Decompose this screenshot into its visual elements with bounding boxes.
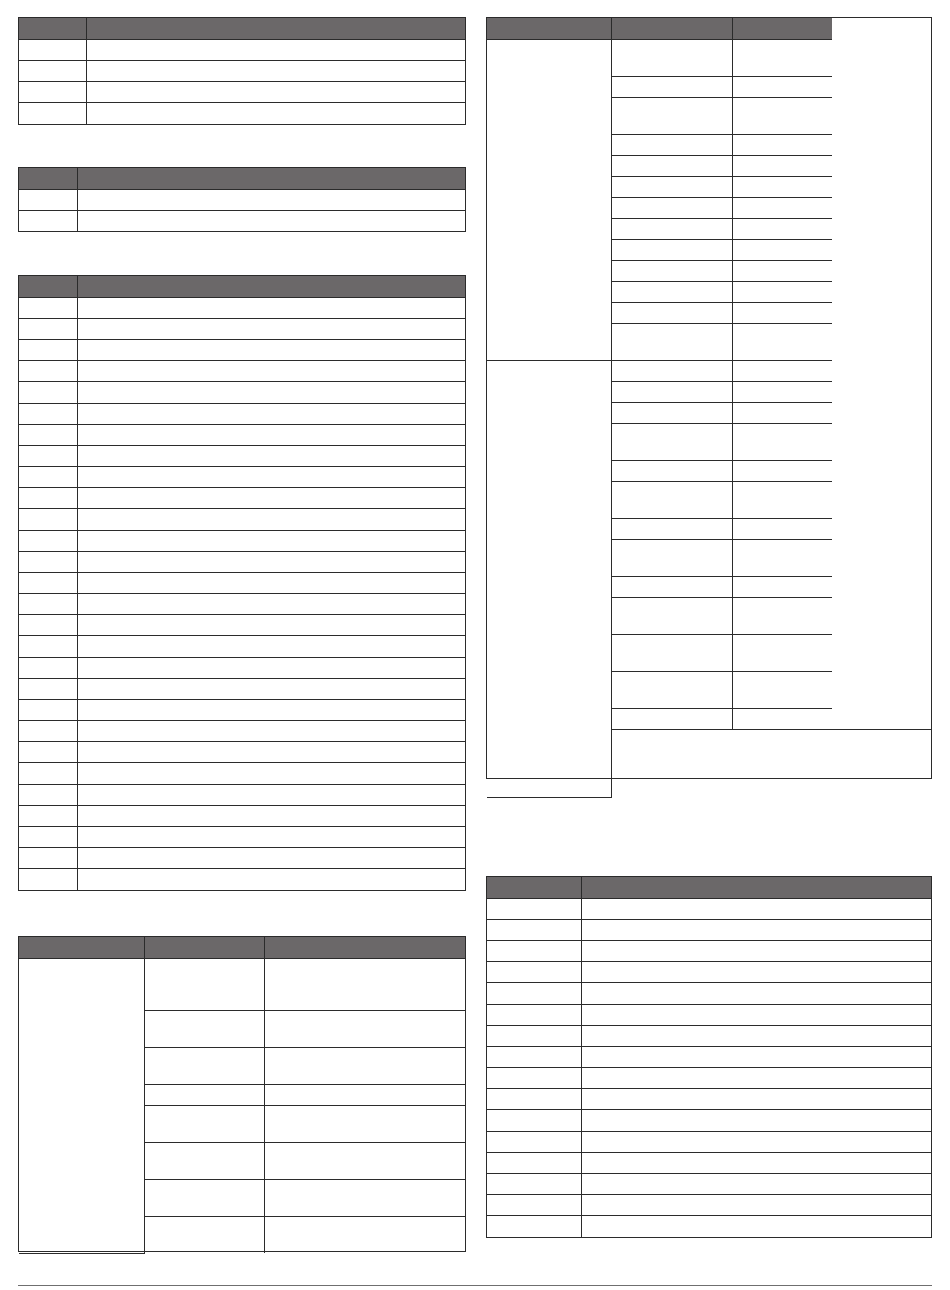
table-cell: [611, 597, 732, 634]
column-header: [19, 937, 144, 958]
table-cell: [487, 962, 581, 983]
table-row: [487, 1195, 931, 1216]
table-cell: [732, 402, 832, 423]
column-header: [19, 276, 77, 297]
table-cell: [144, 1047, 264, 1084]
column-header: [86, 18, 465, 39]
table-row: [19, 678, 465, 699]
table-cell: [487, 1110, 581, 1131]
table-cell: [144, 1084, 264, 1105]
table-cell: [19, 488, 77, 509]
table-row: [487, 919, 931, 940]
table-cell: [611, 671, 732, 708]
table-cell: [19, 805, 77, 826]
table-cell: [144, 1010, 264, 1047]
table-cell: [732, 518, 832, 539]
table-cell: [77, 530, 465, 551]
table-cell: [581, 1004, 931, 1025]
table-cell: [19, 848, 77, 869]
table-cell: [19, 784, 77, 805]
table-cell: [19, 636, 77, 657]
table-row: [19, 699, 465, 720]
table-cell: [732, 302, 832, 323]
table-row: [19, 636, 465, 657]
table-cell: [77, 189, 465, 210]
table-cell: [19, 572, 77, 593]
table-cell: [77, 742, 465, 763]
table-header-row: [19, 937, 465, 958]
table-row: [19, 60, 465, 81]
table-row: [487, 1216, 931, 1237]
table-cell: [77, 848, 465, 869]
table-cell: [487, 983, 581, 1004]
table-cell: [77, 826, 465, 847]
table-cell: [732, 39, 832, 76]
column-header: [487, 877, 581, 898]
table-row: [19, 509, 465, 530]
table-row: [487, 1089, 931, 1110]
table-cell: [77, 721, 465, 742]
table-cell: [581, 1195, 931, 1216]
table-cell: [19, 826, 77, 847]
table-cell: [19, 509, 77, 530]
table-cell: [487, 1004, 581, 1025]
table-cell: [77, 488, 465, 509]
table-cell: [77, 445, 465, 466]
table-3: [18, 275, 466, 891]
table-cell: [581, 1089, 931, 1110]
table-cell: [19, 869, 77, 890]
table-row: [19, 826, 465, 847]
table-cell: [732, 281, 832, 302]
table-row: [19, 445, 465, 466]
table-cell: [19, 210, 77, 231]
table-row: [19, 382, 465, 403]
table-row: [487, 1173, 931, 1194]
table-cell: [19, 699, 77, 720]
column-header: [144, 937, 264, 958]
table-cell: [19, 551, 77, 572]
table-row: [19, 763, 465, 784]
table-row: [487, 983, 931, 1004]
table-cell: [19, 615, 77, 636]
table-cell: [611, 302, 732, 323]
table-cell: [732, 671, 832, 708]
column-header: [611, 18, 732, 39]
table-row: [19, 805, 465, 826]
table-cell: [77, 572, 465, 593]
table-cell: [611, 239, 732, 260]
table-row: [19, 488, 465, 509]
table-cell: [19, 721, 77, 742]
table-cell: [581, 962, 931, 983]
table-cell: [144, 1216, 264, 1253]
table-4: [18, 936, 466, 1252]
table-1: [18, 17, 466, 125]
table-note: [611, 729, 931, 797]
table-cell: [264, 1084, 465, 1105]
table-cell: [581, 898, 931, 919]
table-cell: [264, 1010, 465, 1047]
table-cell: [77, 424, 465, 445]
table-header-row: [487, 18, 931, 39]
table-cell: [611, 97, 732, 134]
table-5: [486, 17, 932, 779]
table-cell: [611, 539, 732, 576]
table-2: [18, 167, 466, 232]
table-cell: [487, 1152, 581, 1173]
table-cell: [19, 361, 77, 382]
table-row: [19, 615, 465, 636]
table-cell: [581, 1173, 931, 1194]
table-cell: [77, 509, 465, 530]
table-cell: [144, 958, 264, 1010]
column-header: [77, 276, 465, 297]
table-cell: [487, 1025, 581, 1046]
table-row: [487, 1025, 931, 1046]
table-cell: [77, 763, 465, 784]
table-row: [19, 784, 465, 805]
column-header: [19, 168, 77, 189]
table-cell: [77, 210, 465, 231]
table-cell: [19, 424, 77, 445]
table-cell: [611, 260, 732, 281]
table-cell: [732, 597, 832, 634]
table-cell: [264, 1105, 465, 1142]
table-cell: [19, 340, 77, 361]
table-row: [19, 82, 465, 103]
table-cell: [611, 460, 732, 481]
table-row: [487, 941, 931, 962]
table-cell: [581, 983, 931, 1004]
table-cell: [611, 360, 732, 381]
table-cell: [611, 155, 732, 176]
table-cell: [611, 381, 732, 402]
column-header: [732, 18, 832, 39]
table-cell: [732, 155, 832, 176]
table-cell: [144, 1105, 264, 1142]
table-cell: [487, 1173, 581, 1194]
table-cell: [732, 634, 832, 671]
table-header-row: [487, 877, 931, 898]
table-row: [19, 551, 465, 572]
table-row: [19, 958, 465, 1010]
table-cell: [77, 699, 465, 720]
table-cell: [732, 539, 832, 576]
table-row: [19, 424, 465, 445]
table-row: [19, 467, 465, 488]
table-cell: [19, 530, 77, 551]
table-row: [19, 103, 465, 124]
table-cell: [487, 1046, 581, 1067]
table-cell: [19, 318, 77, 339]
table-cell: [77, 657, 465, 678]
table-cell: [19, 403, 77, 424]
table-cell: [77, 297, 465, 318]
column-header: [581, 877, 931, 898]
table-cell: [77, 467, 465, 488]
table-cell: [487, 919, 581, 940]
table-row: [487, 1046, 931, 1067]
table-cell: [77, 636, 465, 657]
table-cell: [19, 60, 86, 81]
table-cell: [77, 678, 465, 699]
table-cell: [77, 869, 465, 890]
table-cell: [77, 382, 465, 403]
table-cell: [86, 82, 465, 103]
group-label-cell: [487, 39, 611, 360]
table-cell: [732, 323, 832, 360]
table-cell: [19, 189, 77, 210]
table-row: [19, 869, 465, 890]
table-cell: [611, 281, 732, 302]
table-row: [487, 1152, 931, 1173]
table-cell: [581, 1046, 931, 1067]
table-cell: [77, 340, 465, 361]
table-cell: [19, 39, 86, 60]
table-header-row: [19, 276, 465, 297]
table-cell: [732, 134, 832, 155]
table-row: [19, 297, 465, 318]
table-cell: [611, 402, 732, 423]
table-cell: [19, 657, 77, 678]
table-cell: [732, 423, 832, 460]
table-cell: [487, 941, 581, 962]
table-cell: [581, 1025, 931, 1046]
table-cell: [77, 403, 465, 424]
group-label-cell: [487, 360, 611, 797]
table-cell: [732, 218, 832, 239]
table-cell: [264, 1216, 465, 1253]
table-cell: [732, 381, 832, 402]
table-cell: [732, 360, 832, 381]
table-cell: [611, 218, 732, 239]
table-cell: [264, 1047, 465, 1084]
table-row: [19, 594, 465, 615]
table-cell: [86, 39, 465, 60]
table-cell: [77, 805, 465, 826]
table-cell: [19, 103, 86, 124]
table-cell: [86, 60, 465, 81]
table-cell: [611, 634, 732, 671]
column-header: [77, 168, 465, 189]
table-cell: [264, 958, 465, 1010]
table-cell: [19, 445, 77, 466]
table-row: [487, 1131, 931, 1152]
table-cell: [611, 423, 732, 460]
column-header: [19, 18, 86, 39]
table-cell: [77, 784, 465, 805]
table-row: [487, 1110, 931, 1131]
table-cell: [581, 1110, 931, 1131]
table-row: [19, 572, 465, 593]
table-cell: [19, 82, 86, 103]
table-cell: [611, 576, 732, 597]
table-row: [19, 530, 465, 551]
table-cell: [77, 615, 465, 636]
table-row: [487, 962, 931, 983]
table-row: [487, 898, 931, 919]
table-row: [19, 742, 465, 763]
table-row: [19, 361, 465, 382]
table-cell: [732, 708, 832, 729]
table-header-row: [19, 168, 465, 189]
table-cell: [732, 97, 832, 134]
table-row: [19, 403, 465, 424]
table-cell: [19, 678, 77, 699]
table-row: [19, 848, 465, 869]
table-cell: [487, 1216, 581, 1237]
table-row: [19, 318, 465, 339]
table-cell: [487, 1089, 581, 1110]
table-row: [19, 657, 465, 678]
table-cell: [77, 594, 465, 615]
table-cell: [732, 239, 832, 260]
table-cell: [732, 76, 832, 97]
table-cell: [611, 176, 732, 197]
table-cell: [611, 708, 732, 729]
table-cell: [77, 318, 465, 339]
table-cell: [611, 39, 732, 76]
table-cell: [77, 551, 465, 572]
table-cell: [581, 1068, 931, 1089]
table-row: [19, 340, 465, 361]
table-cell: [732, 176, 832, 197]
table-cell: [611, 518, 732, 539]
footer-divider: [18, 1285, 932, 1286]
table-cell: [732, 197, 832, 218]
table-cell: [732, 481, 832, 518]
table-cell: [144, 1179, 264, 1216]
group-label-cell: [19, 958, 144, 1253]
table-row: [487, 360, 931, 381]
table-row: [19, 721, 465, 742]
column-header: [264, 937, 465, 958]
table-cell: [581, 1152, 931, 1173]
table-cell: [732, 460, 832, 481]
table-cell: [19, 382, 77, 403]
table-cell: [732, 576, 832, 597]
table-cell: [611, 76, 732, 97]
table-cell: [19, 763, 77, 784]
column-header: [487, 18, 611, 39]
table-row: [19, 39, 465, 60]
table-row: [19, 210, 465, 231]
table-cell: [19, 467, 77, 488]
table-cell: [581, 941, 931, 962]
table-cell: [581, 1131, 931, 1152]
table-row: [487, 1004, 931, 1025]
table-cell: [144, 1142, 264, 1179]
table-cell: [732, 260, 832, 281]
table-cell: [86, 103, 465, 124]
table-cell: [487, 1068, 581, 1089]
table-cell: [581, 1216, 931, 1237]
table-cell: [487, 1131, 581, 1152]
table-cell: [264, 1179, 465, 1216]
table-cell: [77, 361, 465, 382]
table-cell: [19, 594, 77, 615]
table-cell: [611, 197, 732, 218]
table-cell: [611, 481, 732, 518]
table-row: [487, 39, 931, 76]
table-cell: [264, 1142, 465, 1179]
table-cell: [611, 323, 732, 360]
table-cell: [19, 297, 77, 318]
table-cell: [581, 919, 931, 940]
table-6: [486, 876, 932, 1238]
table-row: [19, 189, 465, 210]
table-cell: [487, 1195, 581, 1216]
table-cell: [487, 898, 581, 919]
table-row: [487, 1068, 931, 1089]
table-cell: [19, 742, 77, 763]
table-cell: [611, 134, 732, 155]
table-header-row: [19, 18, 465, 39]
